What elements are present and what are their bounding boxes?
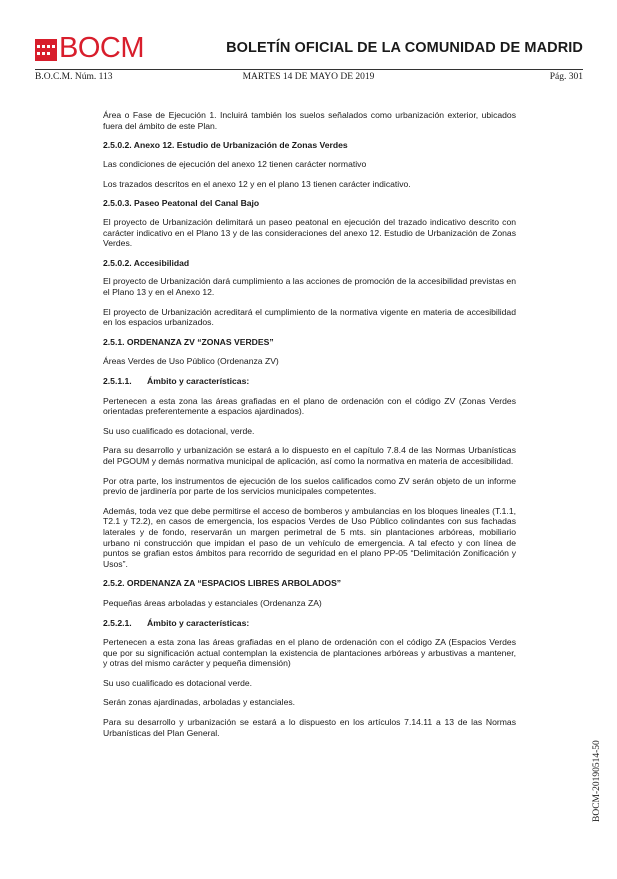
header-divider (35, 69, 583, 70)
section-heading: 2.5.0.2. Anexo 12. Estudio de Urbanización de Zonas Verdes (103, 139, 348, 150)
paragraph: Su uso cualificado es dotacional verde. (103, 677, 253, 688)
section-heading: 2.5.2. ORDENANZA ZA “ESPACIOS LIBRES ARBOLADOS” (103, 578, 342, 589)
paragraph: El proyecto de Urbanización dará cumplimiento a las acciones de promoción de la accesibilidad previstas en el Plano 13 y en el Anexo 12. (103, 276, 516, 298)
paragraph: Los trazados descritos en el anexo 12 y en el plano 13 tienen carácter indicativo. (103, 178, 411, 189)
document-code: BOCM-20190514-50 (592, 740, 602, 822)
paragraph: Áreas Verdes de Uso Público (Ordenanza ZV) (103, 356, 279, 367)
paragraph: El proyecto de Urbanización acreditará el cumplimiento de la normativa vigente en materia de accesibilidad en los espacios urbanizados. (103, 306, 516, 328)
paragraph: Su uso cualificado es dotacional, verde. (103, 425, 255, 436)
subsection-number: 2.5.2.1. (103, 617, 132, 628)
issue-number: B.O.C.M. Núm. 113 (35, 72, 113, 82)
subsection-number: 2.5.1.1. (103, 376, 132, 386)
subsection-title: Ámbito y características: (147, 376, 250, 386)
page-title: BOLETÍN OFICIAL DE LA COMUNIDAD DE MADRID (226, 40, 583, 56)
paragraph: Para su desarrollo y urbanización se estará a lo dispuesto en el capítulo 7.8.4 de las Normas Urbanísticas del PGOUM y demás normativa municipal de aplicación, así como la normativa en materia de accesibilidad. (103, 445, 516, 466)
page-number: Pág. 301 (549, 72, 583, 82)
logo-text: BOCM (59, 32, 144, 64)
bocm-logo (35, 34, 144, 63)
issue-date: MARTES 14 DE MAYO DE 2019 (242, 72, 375, 82)
section-heading: 2.5.1. ORDENANZA ZV “ZONAS VERDES” (103, 336, 274, 347)
subsection-heading (103, 618, 516, 629)
section-heading: 2.5.0.3. Paseo Peatonal del Canal Bajo (103, 198, 260, 209)
paragraph: El proyecto de Urbanización delimitará un paseo peatonal en ejecución del trazado indicativo descrito con carácter indicativo en el Plano 13 y de las consideraciones del anexo 12. Estudio de Urbanización de Zonas Verdes. (103, 217, 516, 249)
paragraph: Pertenecen a esta zona las áreas grafiadas en el plano de ordenación con el código ZA (Espacios Verdes que por su significación actual contemplan la existencia de plantaciones arbóreas y arbustivas a mantener, y otras del mismo carácter y pequeña dimensión) (103, 637, 516, 669)
paragraph: Pertenecen a esta zona las áreas grafiadas en el plano de ordenación con el código ZV (Zonas Verdes orientadas preferentemente a espacios ajardinados). (103, 395, 516, 417)
document-body (103, 110, 516, 738)
paragraph: Para su desarrollo y urbanización se estará a lo dispuesto en los artículos 7.14.11 a 13 de las Normas Urbanísticas del Plan General. (103, 717, 516, 738)
paragraph: Área o Fase de Ejecución 1. Incluirá también los suelos señalados como urbanización exterior, ubicados fuera del ámbito de este Plan. (103, 110, 516, 131)
paragraph: Además, toda vez que debe permitirse el acceso de bomberos y ambulancias en los bloques lineales (T.1.1, T2.1 y T2.2), en casos de emergencia, los espacios Verdes de Uso Público colindantes con sus fachadas laterales y de fondo, reservarán un margen perimetral de 5 mts. sin plantaciones arbóreas, mobiliario urbano ni construcción que impidan el paso de un vehículo de emergencia. A tal efecto y con línea de puntos se grafian estos ámbitos para recorrido de seguridad en el plano PP-05 “Delimitación Zonificación y Usos”. (103, 505, 516, 569)
madrid-flag-icon (35, 39, 57, 61)
section-heading: 2.5.0.2. Accesibilidad (103, 257, 190, 268)
paragraph: Serán zonas ajardinadas, arboladas y estanciales. (103, 697, 296, 708)
subsection-title: Ámbito y características: (147, 617, 250, 628)
paragraph: Por otra parte, los instrumentos de ejecución de los suelos calificados como ZV serán objeto de un informe previo de jardinería por parte de los servicios municipales competentes. (103, 475, 516, 497)
paragraph: Pequeñas áreas arboladas y estanciales (Ordenanza ZA) (103, 597, 322, 608)
subsection-heading (103, 376, 516, 387)
paragraph: Las condiciones de ejecución del anexo 12 tienen carácter normativo (103, 159, 367, 170)
